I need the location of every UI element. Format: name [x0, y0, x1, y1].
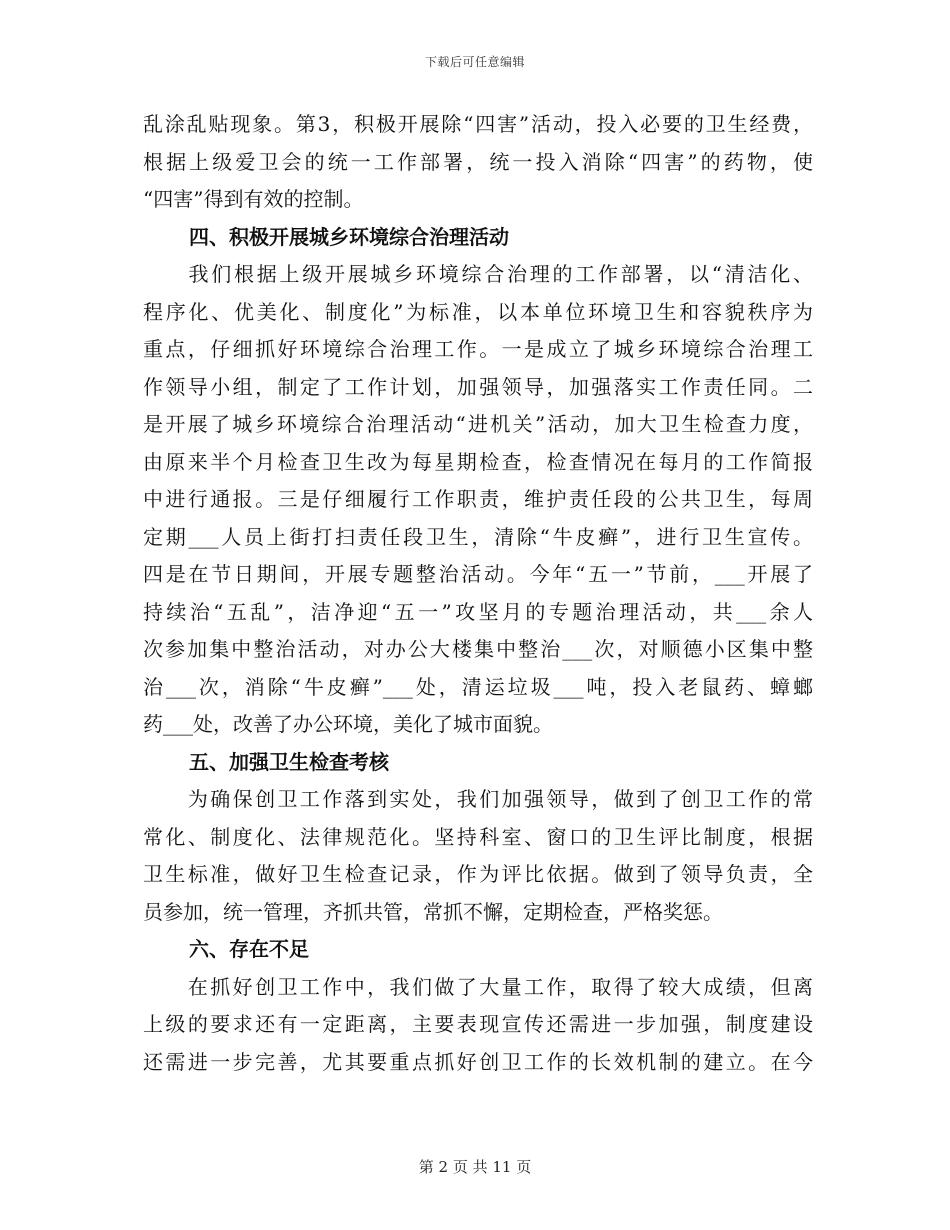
- paragraph-line: “四害”得到有效的控制。: [143, 187, 364, 211]
- paragraph-line: 员参加，统一管理，齐抓共管，常抓不懈，定期检查，严格奖惩。: [143, 899, 723, 924]
- paragraph-line: 我们根据上级开展城乡环境综合治理的工作部署，以“清洁化、: [143, 262, 813, 286]
- section-heading: 五、加强卫生检查考核: [189, 749, 389, 774]
- paragraph-line: 持续治“五乱”，洁净迎“五一”攻坚月的专题治理活动，共___余人: [143, 599, 813, 624]
- paragraph-line: 四是在节日期间，开展专题整治活动。今年“五一”节前，___开展了: [143, 562, 813, 586]
- paragraph-line: 乱涂乱贴现象。第3，积极开展除“四害”活动，投入必要的卫生经费，: [143, 112, 813, 136]
- paragraph-line: 定期___人员上街打扫责任段卫生，清除“牛皮癣”，进行卫生宣传。: [143, 524, 813, 549]
- paragraph-line: 是开展了城乡环境综合治理活动“进机关”活动，加大卫生检查力度，: [143, 412, 813, 436]
- paragraph-line: 上级的要求还有一定距离，主要表现宣传还需进一步加强，制度建设: [143, 1012, 813, 1036]
- paragraph-line: 作领导小组，制定了工作计划，加强领导，加强落实工作责任同。二: [143, 374, 813, 399]
- paragraph-line: 常化、制度化、法律规范化。坚持科室、窗口的卫生评比制度，根据: [143, 824, 813, 849]
- section-heading: 四、积极开展城乡环境综合治理活动: [189, 224, 509, 249]
- paragraph-line: 由原来半个月检查卫生改为每星期检查，检查情况在每月的工作简报: [143, 449, 813, 474]
- paragraph-line: 在抓好创卫工作中，我们做了大量工作，取得了较大成绩，但离: [143, 974, 813, 999]
- paragraph-line: 中进行通报。三是仔细履行工作职责，维护责任段的公共卫生，每周: [143, 487, 813, 511]
- document-body: [143, 106, 813, 1081]
- paragraph-line: 重点，仔细抓好环境综合治理工作。一是成立了城乡环境综合治理工: [143, 337, 813, 361]
- paragraph-line: 治___次，消除“牛皮癣”___处，清运垃圾___吨，投入老鼠药、蟑螂: [143, 674, 813, 699]
- paragraph-line: 次参加集中整治活动，对办公大楼集中整治___次，对顺德小区集中整: [143, 637, 813, 661]
- paragraph-line: 为确保创卫工作落到实处，我们加强领导，做到了创卫工作的常: [143, 787, 813, 811]
- paragraph-line: 药___处，改善了办公环境，美化了城市面貌。: [143, 712, 553, 736]
- paragraph-line: 卫生标准，做好卫生检查记录，作为评比依据。做到了领导负责，全: [143, 862, 813, 886]
- paragraph-line: 程序化、优美化、制度化”为标准，以本单位环境卫生和容貌秩序为: [143, 299, 813, 324]
- page-header-note: 下载后可任意编辑: [424, 55, 525, 69]
- paragraph-line: 根据上级爱卫会的统一工作部署，统一投入消除“四害”的药物，使: [143, 149, 813, 174]
- paragraph-line: 还需进一步完善，尤其要重点抓好创卫工作的长效机制的建立。在今: [143, 1049, 813, 1074]
- section-heading: 六、存在不足: [189, 937, 309, 961]
- page-number: 第 2 页 共 11 页: [418, 1158, 532, 1176]
